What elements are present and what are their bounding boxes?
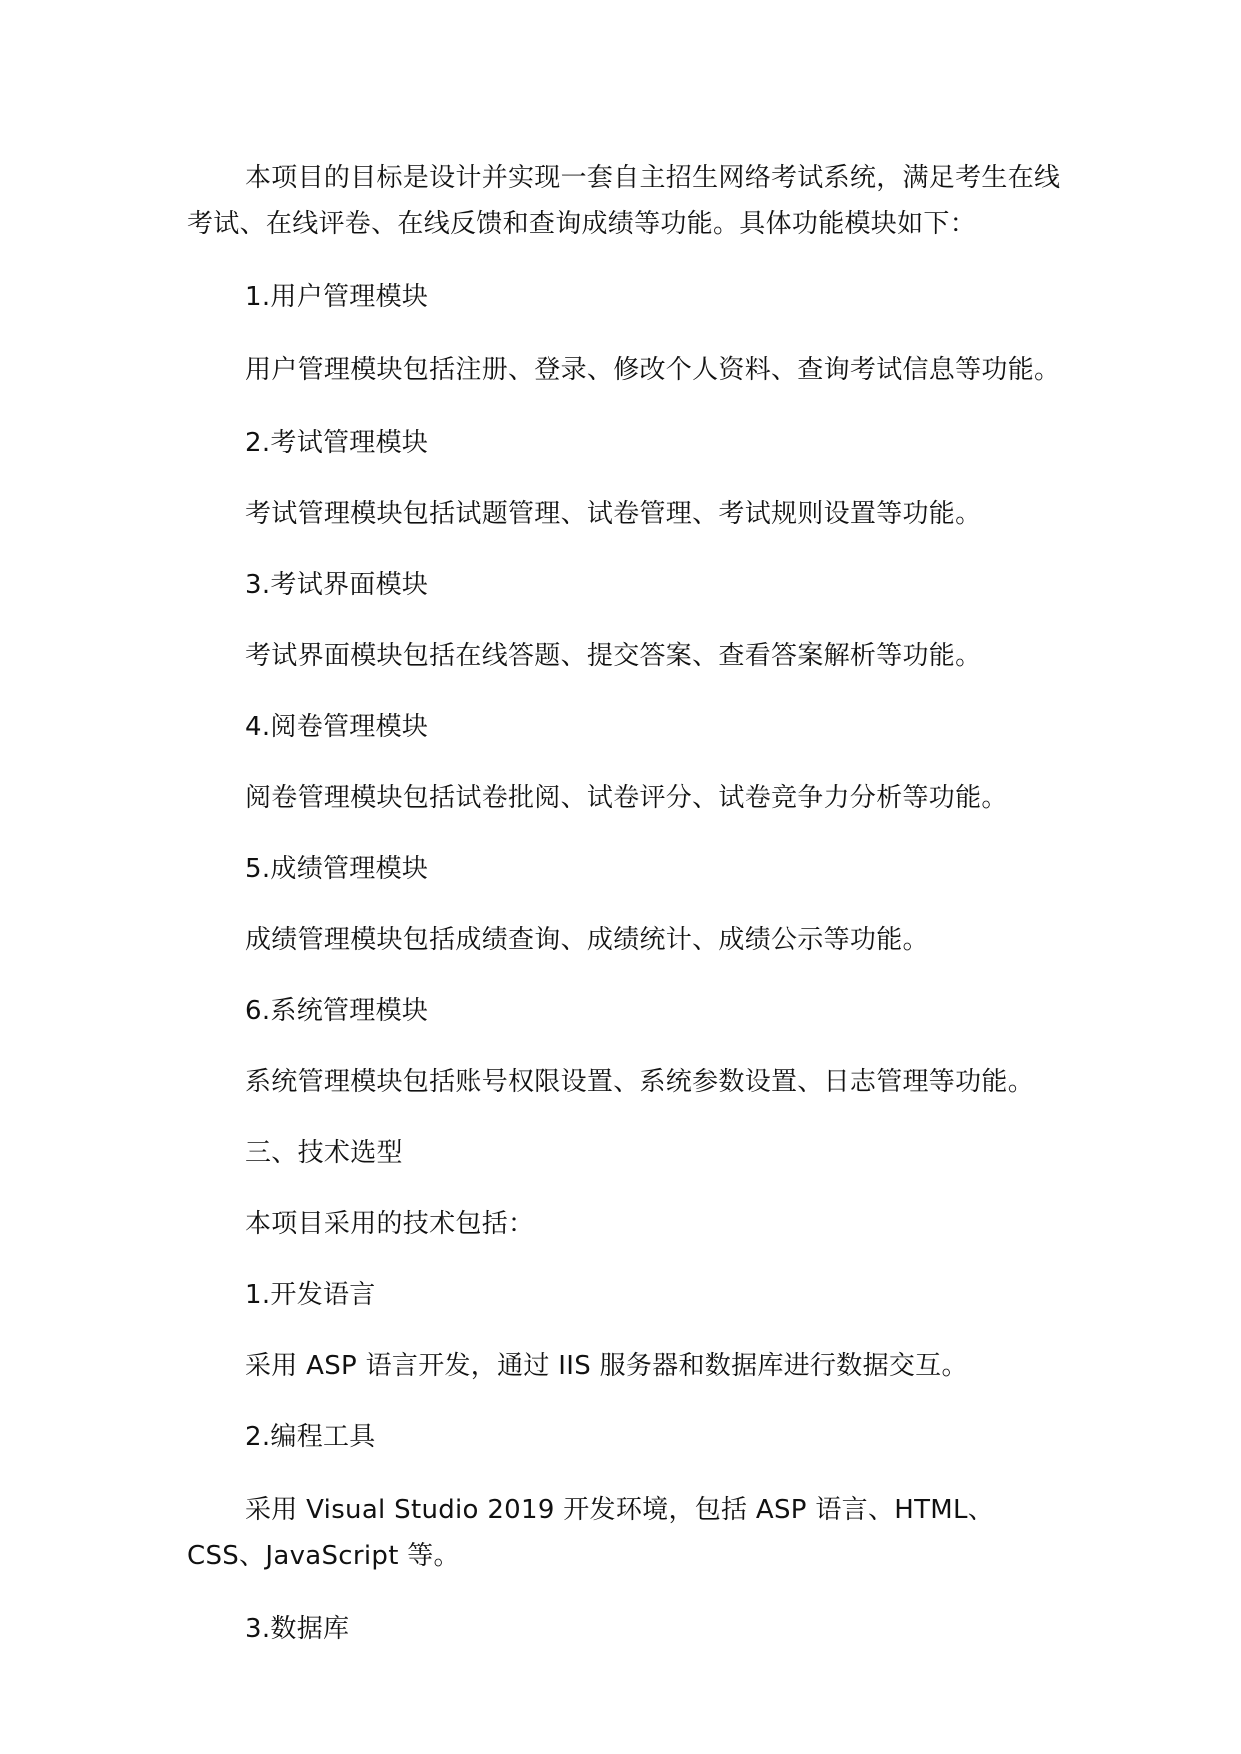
- heading-database: 3.数据库: [245, 1614, 350, 1644]
- heading-exam-management: 2.考试管理模块: [245, 428, 429, 458]
- paragraph-exam-interface: 考试界面模块包括在线答题、提交答案、查看答案解析等功能。: [245, 641, 982, 671]
- heading-programming-tools: 2.编程工具: [245, 1422, 376, 1452]
- document-body: [187, 155, 1067, 1679]
- paragraph-intro: 本项目的目标是设计并实现一套自主招生网络考试系统，满足考生在线考试、在线评卷、在线反馈和查询成绩等功能。具体功能模块如下：: [187, 163, 1061, 239]
- paragraph-user-module: 用户管理模块包括注册、登录、修改个人资料、查询考试信息等功能。: [245, 355, 1061, 385]
- heading-grading-module: 4.阅卷管理模块: [245, 712, 429, 742]
- heading-score-module: 5.成绩管理模块: [245, 854, 429, 884]
- heading-dev-language: 1.开发语言: [245, 1280, 376, 1310]
- heading-system-module: 6.系统管理模块: [245, 996, 429, 1026]
- heading-exam-interface: 3.考试界面模块: [245, 570, 429, 600]
- paragraph-dev-language: 采用 ASP 语言开发，通过 IIS 服务器和数据库进行数据交互。: [245, 1351, 968, 1381]
- paragraph-grading-module: 阅卷管理模块包括试卷批阅、试卷评分、试卷竞争力分析等功能。: [245, 783, 1008, 813]
- paragraph-exam-management: 考试管理模块包括试题管理、试卷管理、考试规则设置等功能。: [245, 499, 982, 529]
- heading-tech-selection: 三、技术选型: [245, 1138, 403, 1168]
- paragraph-programming-tools: 采用 Visual Studio 2019 开发环境，包括 ASP 语言、HTML、CSS、JavaScript 等。: [187, 1495, 995, 1571]
- paragraph-tech-intro: 本项目采用的技术包括：: [245, 1209, 535, 1239]
- paragraph-system-module: 系统管理模块包括账号权限设置、系统参数设置、日志管理等功能。: [245, 1067, 1035, 1097]
- heading-user-module: 1.用户管理模块: [245, 282, 429, 312]
- paragraph-score-module: 成绩管理模块包括成绩查询、成绩统计、成绩公示等功能。: [245, 925, 929, 955]
